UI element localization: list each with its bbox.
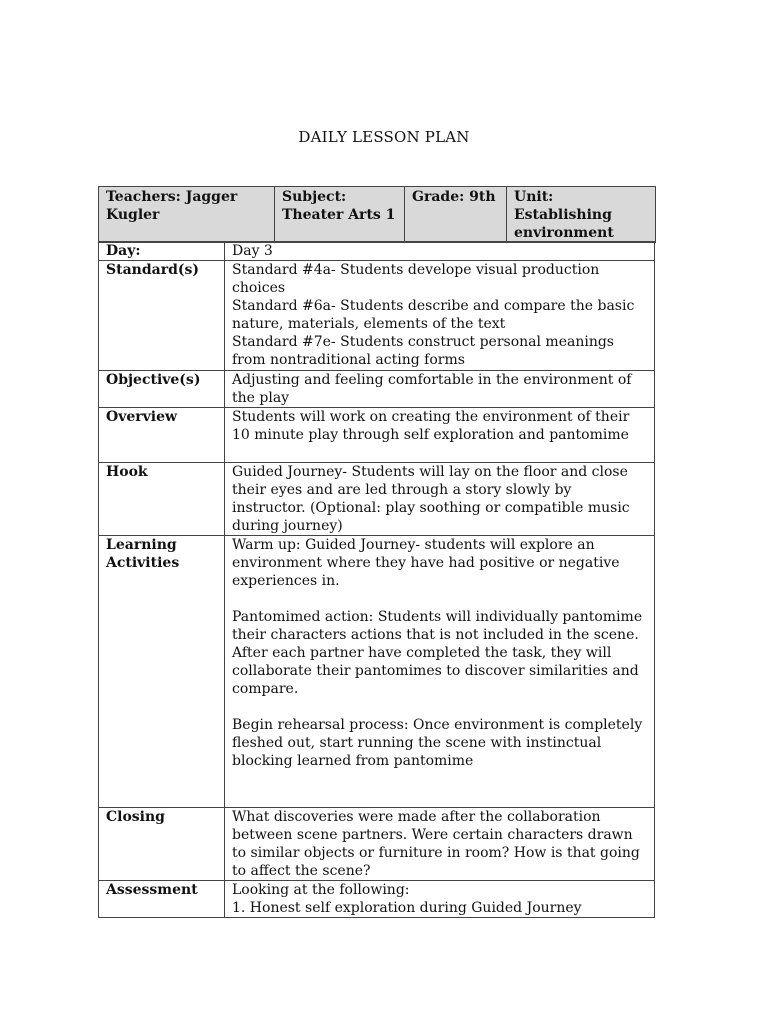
- standards-label: Standard(s): [99, 261, 225, 371]
- day-label: Day:: [99, 242, 225, 261]
- assessment-value: Looking at the following: 1. Honest self exploration during Guided Journey: [225, 881, 655, 918]
- table-row-closing: [99, 808, 655, 881]
- grade-cell: Grade: 9th: [405, 187, 507, 243]
- teachers-cell: Teachers: Jagger Kugler: [99, 187, 275, 243]
- table-row-assessment: [99, 881, 655, 918]
- subject-cell: Subject: Theater Arts 1: [275, 187, 405, 243]
- learning-label: Learning Activities: [99, 536, 225, 808]
- hook-label: Hook: [99, 463, 225, 536]
- table-row-day: [99, 242, 655, 261]
- objectives-label: Objective(s): [99, 371, 225, 408]
- header-table: [98, 186, 656, 243]
- closing-value: What discoveries were made after the collaboration between scene partners. Were certain characters drawn to similar objects or furniture in room? How is that going to affect the scene?: [225, 808, 655, 881]
- overview-label: Overview: [99, 408, 225, 463]
- day-value: Day 3: [225, 242, 655, 261]
- objectives-value: Adjusting and feeling comfortable in the environment of the play: [225, 371, 655, 408]
- learning-value: Warm up: Guided Journey- students will explore an environment where they have had positive or negative experiences in. Pantomimed action: Students will individually pantomime their characters actions that is not included in the scene. After each partner have completed the task, they will collaborate their pantomimes to discover similarities and compare. Begin rehearsal process: Once environment is completely fleshed out, start running the scene with instinctual blocking learned from pantomime: [225, 536, 655, 808]
- document-title: DAILY LESSON PLAN: [298, 128, 470, 146]
- table-row-learning: [99, 536, 655, 808]
- overview-value: Students will work on creating the environment of their 10 minute play through self exploration and pantomime: [225, 408, 655, 463]
- hook-value: Guided Journey- Students will lay on the floor and close their eyes and are led through a story slowly by instructor. (Optional: play soothing or compatible music during journey): [225, 463, 655, 536]
- lesson-table: [98, 241, 655, 918]
- table-row-standards: [99, 261, 655, 371]
- unit-cell: Unit: Establishing environment: [507, 187, 656, 243]
- closing-label: Closing: [99, 808, 225, 881]
- table-row-hook: [99, 463, 655, 536]
- table-row-overview: [99, 408, 655, 463]
- assessment-label: Assessment: [99, 881, 225, 918]
- table-row-objectives: [99, 371, 655, 408]
- header-row: [99, 187, 656, 243]
- standards-value: Standard #4a- Students develope visual production choices Standard #6a- Students describe and compare the basic nature, materials, elements of the text Standard #7e- Students construct personal meanings from nontraditional acting forms: [225, 261, 655, 371]
